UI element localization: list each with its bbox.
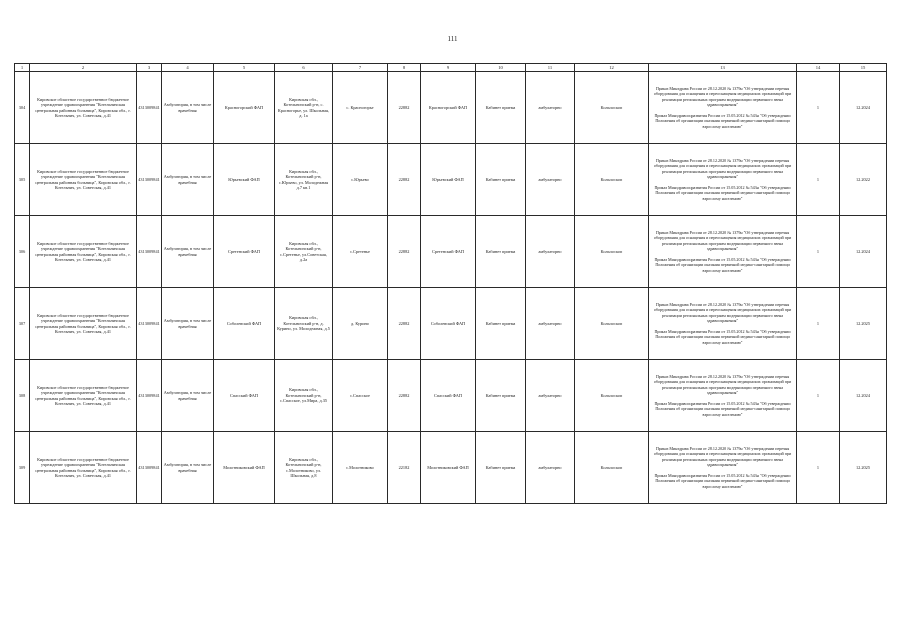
inn-cell: 4313009841 [137,144,162,216]
organization-cell: Кировское областное государственное бюджетное учреждение здравоохранения "Котельничская центральная районная больница", Кировская обл., г. Котельнич, ул. Советская, д.41 [30,144,137,216]
date-cell: 12.2025 [840,432,887,504]
legal-basis-order-1379n: Приказ Минздрава России от 28.12.2020 № 1379н "Об утверждении перечня оборудования для оснащения и переоснащения медицинских организаций при реализации региональных программ модернизации первичного звена здравоохранения" [653,301,792,323]
header-cell: 6 [275,64,333,72]
equipment-cell: Кольпоскоп [575,216,649,288]
organization-cell: Кировское областное государственное бюджетное учреждение здравоохранения "Котельничская центральная районная больница", Кировская обл., г. Котельнич, ул. Советская, д.41 [30,288,137,360]
legal-basis-order-1379n: Приказ Минздрава России от 28.12.2020 № 1379н "Об утверждении перечня оборудования для оснащения и переоснащения медицинских организаций при реализации региональных программ модернизации первичного звена здравоохранения" [653,157,792,179]
header-cell: 7 [333,64,388,72]
table-row [15,288,887,360]
table-row [15,144,887,216]
organization-cell: Кировское областное государственное бюджетное учреждение здравоохранения "Котельничская центральная районная больница", Кировская обл., г. Котельнич, ул. Советская, д.41 [30,432,137,504]
address-cell: Кировская обл., Котельничский р-н, с.Юрьево, ул. Молодежная д.7 кв.1 [275,144,333,216]
facility-name-cell: Красногорский ФАП [214,72,275,144]
inn-cell: 4313009841 [137,72,162,144]
header-cell: 15 [840,64,887,72]
code-cell: 22882 [388,72,421,144]
settlement-cell: с.Юрьево [333,144,388,216]
facility-type-cell: Амбулатория, в том числе врачебная [162,144,214,216]
room-cell: Кабинет приема [476,144,526,216]
equipment-table [14,63,887,504]
page-number: 111 [447,35,458,43]
legal-basis-cell [649,72,797,144]
quantity-cell: 1 [797,72,840,144]
date-cell: 12.2024 [840,72,887,144]
facility-type-cell: Амбулатория, в том числе врачебная [162,432,214,504]
table-row [15,360,887,432]
facility-type-cell: Амбулатория, в том числе врачебная [162,288,214,360]
code-cell: 22882 [388,144,421,216]
room-cell: Кабинет приема [476,288,526,360]
unit-cell: Юрьевский ФАП [421,144,476,216]
room-cell: Кабинет приема [476,72,526,144]
header-cell: 14 [797,64,840,72]
address-cell: Кировская обл., Котельничский р-н, с.Спасское, ул.Мира, д.35 [275,360,333,432]
unit-cell: Красногорский ФАП [421,72,476,144]
facility-type-cell: Амбулатория, в том числе врачебная [162,216,214,288]
care-mode-cell: амбулаторно [526,432,575,504]
table-row [15,432,887,504]
facility-name-cell: Сретенский ФАП [214,216,275,288]
legal-basis-order-543n: Приказ Минздравсоцразвития России от 15.05.2012 № 543н "Об утверждении Положения об организации оказания первичной медико-санитарной помощи взрослому населению" [654,257,791,273]
row-number-cell: 307 [15,288,30,360]
equipment-cell: Кольпоскоп [575,72,649,144]
inn-cell: 4313009841 [137,432,162,504]
equipment-cell: Кольпоскоп [575,288,649,360]
equipment-cell: Кольпоскоп [575,432,649,504]
row-number-cell: 305 [15,144,30,216]
legal-basis-order-543n: Приказ Минздравсоцразвития России от 15.05.2012 № 543н "Об утверждении Положения об организации оказания первичной медико-санитарной помощи взрослому населению" [654,473,791,489]
header-cell: 5 [214,64,275,72]
organization-cell: Кировское областное государственное бюджетное учреждение здравоохранения "Котельничская центральная районная больница", Кировская обл., г. Котельнич, ул. Советская, д.41 [30,360,137,432]
header-cell: 8 [388,64,421,72]
unit-cell: Соболевский ФАП [421,288,476,360]
quantity-cell: 1 [797,144,840,216]
date-cell: 12.2022 [840,144,887,216]
legal-basis-cell [649,360,797,432]
facility-name-cell: Спасский ФАП [214,360,275,432]
legal-basis-order-543n: Приказ Минздравсоцразвития России от 15.05.2012 № 543н "Об утверждении Положения об организации оказания первичной медико-санитарной помощи взрослому населению" [654,329,791,345]
header-cell: 4 [162,64,214,72]
row-number-cell: 309 [15,432,30,504]
quantity-cell: 1 [797,288,840,360]
header-cell: 10 [476,64,526,72]
care-mode-cell: амбулаторно [526,144,575,216]
legal-basis-cell [649,288,797,360]
settlement-cell: с.Сретенье [333,216,388,288]
settlement-cell: с. Красногорье [333,72,388,144]
table-row [15,72,887,144]
code-cell: 22882 [388,360,421,432]
table-row [15,216,887,288]
facility-name-cell: Молотниковский ФАП [214,432,275,504]
care-mode-cell: амбулаторно [526,72,575,144]
equipment-cell: Кольпоскоп [575,360,649,432]
organization-cell: Кировское областное государственное бюджетное учреждение здравоохранения "Котельничская центральная районная больница", Кировская обл., г. Котельнич, ул. Советская, д.41 [30,72,137,144]
legal-basis-order-1379n: Приказ Минздрава России от 28.12.2020 № 1379н "Об утверждении перечня оборудования для оснащения и переоснащения медицинских организаций при реализации региональных программ модернизации первичного звена здравоохранения" [653,85,792,107]
header-cell: 9 [421,64,476,72]
address-cell: Кировская обл., Котельничский р-н, д. Курино, ул. Молодежная, д.5 [275,288,333,360]
row-number-cell: 308 [15,360,30,432]
unit-cell: Сретенский ФАП [421,216,476,288]
inn-cell: 4313009841 [137,288,162,360]
settlement-cell: д. Курино [333,288,388,360]
legal-basis-cell [649,144,797,216]
header-cell: 11 [526,64,575,72]
legal-basis-order-1379n: Приказ Минздрава России от 28.12.2020 № 1379н "Об утверждении перечня оборудования для оснащения и переоснащения медицинских организаций при реализации региональных программ модернизации первичного звена здравоохранения" [653,229,792,251]
care-mode-cell: амбулаторно [526,288,575,360]
address-cell: Кировская обл., Котельничский р-н, с.Молотниково, ул. Школьная, д.8 [275,432,333,504]
date-cell: 12.2024 [840,360,887,432]
facility-type-cell: Амбулатория, в том числе врачебная [162,72,214,144]
address-cell: Кировская обл., Котельничский р-н, с.Сретенье, ул.Советская, д.2а [275,216,333,288]
legal-basis-order-1379n: Приказ Минздрава России от 28.12.2020 № 1379н "Об утверждении перечня оборудования для оснащения и переоснащения медицинских организаций при реализации региональных программ модернизации первичного звена здравоохранения" [653,373,792,395]
facility-name-cell: Соболевский ФАП [214,288,275,360]
row-number-cell: 306 [15,216,30,288]
room-cell: Кабинет приема [476,432,526,504]
facility-type-cell: Амбулатория, в том числе врачебная [162,360,214,432]
quantity-cell: 1 [797,432,840,504]
date-cell: 12.2025 [840,288,887,360]
table-header-row [15,64,887,72]
legal-basis-cell [649,432,797,504]
inn-cell: 4313009841 [137,360,162,432]
legal-basis-order-543n: Приказ Минздравсоцразвития России от 15.05.2012 № 543н "Об утверждении Положения об организации оказания первичной медико-санитарной помощи взрослому населению" [654,401,791,417]
settlement-cell: с.Спасское [333,360,388,432]
header-cell: 2 [30,64,137,72]
address-cell: Кировская обл., Котельничский р-н, с. Красногорье, ул. Школьная, д. 1а [275,72,333,144]
quantity-cell: 1 [797,360,840,432]
settlement-cell: с.Молотниково [333,432,388,504]
code-cell: 22182 [388,432,421,504]
row-number-cell: 304 [15,72,30,144]
inn-cell: 4313009841 [137,216,162,288]
care-mode-cell: амбулаторно [526,360,575,432]
room-cell: Кабинет приема [476,216,526,288]
code-cell: 22882 [388,288,421,360]
legal-basis-order-543n: Приказ Минздравсоцразвития России от 15.05.2012 № 543н "Об утверждении Положения об организации оказания первичной медико-санитарной помощи взрослому населению" [654,113,791,129]
quantity-cell: 1 [797,216,840,288]
header-cell: 13 [649,64,797,72]
room-cell: Кабинет приема [476,360,526,432]
legal-basis-order-543n: Приказ Минздравсоцразвития России от 15.05.2012 № 543н "Об утверждении Положения об организации оказания первичной медико-санитарной помощи взрослому населению" [654,185,791,201]
header-cell: 1 [15,64,30,72]
header-cell: 3 [137,64,162,72]
legal-basis-order-1379n: Приказ Минздрава России от 28.12.2020 № 1379н "Об утверждении перечня оборудования для оснащения и переоснащения медицинских организаций при реализации региональных программ модернизации первичного звена здравоохранения" [653,445,792,467]
unit-cell: Спасский ФАП [421,360,476,432]
date-cell: 12.2024 [840,216,887,288]
equipment-cell: Кольпоскоп [575,144,649,216]
unit-cell: Молотниковский ФАП [421,432,476,504]
header-cell: 12 [575,64,649,72]
facility-name-cell: Юрьевский ФАП [214,144,275,216]
organization-cell: Кировское областное государственное бюджетное учреждение здравоохранения "Котельничская центральная районная больница", Кировская обл., г. Котельнич, ул. Советская, д.41 [30,216,137,288]
care-mode-cell: амбулаторно [526,216,575,288]
legal-basis-cell [649,216,797,288]
code-cell: 22882 [388,216,421,288]
